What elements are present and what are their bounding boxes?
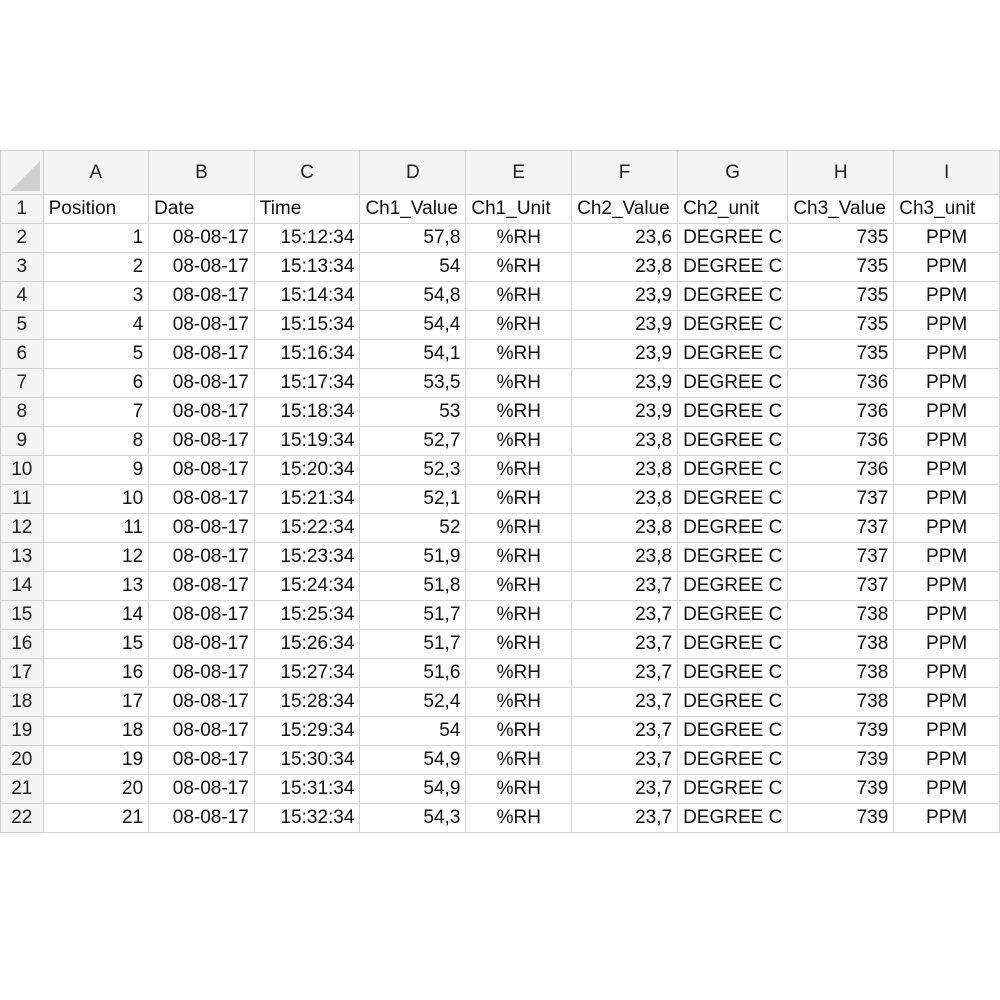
select-all-triangle-icon (10, 161, 40, 191)
column-header[interactable]: E (466, 151, 572, 195)
cell[interactable]: 51,8 (360, 572, 466, 601)
cell[interactable]: Time (254, 195, 360, 224)
table-row (1, 427, 1000, 456)
cell[interactable]: 23,7 (572, 746, 678, 775)
cell[interactable]: 23,9 (572, 340, 678, 369)
cell[interactable]: Ch1_Value (360, 195, 466, 224)
cell[interactable]: Date (149, 195, 255, 224)
cell[interactable]: 736 (788, 456, 894, 485)
cell[interactable]: 08-08-17 (149, 717, 255, 746)
cell[interactable]: 15:18:34 (254, 398, 360, 427)
cell[interactable]: %RH (466, 775, 572, 804)
cell[interactable]: %RH (466, 369, 572, 398)
table-row (1, 369, 1000, 398)
cell[interactable]: 23,7 (572, 804, 678, 833)
cell[interactable]: 23,8 (572, 427, 678, 456)
table-row (1, 514, 1000, 543)
select-all-corner[interactable] (1, 151, 44, 195)
cell[interactable]: 739 (788, 746, 894, 775)
cell[interactable]: PPM (894, 630, 1000, 659)
cell[interactable]: %RH (466, 282, 572, 311)
cell[interactable]: PPM (894, 659, 1000, 688)
cell[interactable]: 23,9 (572, 398, 678, 427)
cell[interactable]: DEGREE C (678, 804, 788, 833)
cell[interactable]: PPM (894, 456, 1000, 485)
cell[interactable]: 18 (43, 717, 149, 746)
cell[interactable]: 736 (788, 369, 894, 398)
cell[interactable]: 08-08-17 (149, 601, 255, 630)
table-row (1, 688, 1000, 717)
cell[interactable]: DEGREE C (678, 543, 788, 572)
cell[interactable]: DEGREE C (678, 398, 788, 427)
cell[interactable]: 15:21:34 (254, 485, 360, 514)
cell[interactable]: 15:32:34 (254, 804, 360, 833)
cell[interactable]: 08-08-17 (149, 543, 255, 572)
row-header[interactable]: 17 (1, 659, 44, 688)
row-header[interactable]: 7 (1, 369, 44, 398)
cell[interactable]: %RH (466, 543, 572, 572)
cell[interactable]: 54,8 (360, 282, 466, 311)
cell[interactable]: 15:22:34 (254, 514, 360, 543)
cell[interactable]: 15:23:34 (254, 543, 360, 572)
cell[interactable]: 738 (788, 659, 894, 688)
row-header[interactable]: 14 (1, 572, 44, 601)
cell[interactable]: 23,9 (572, 369, 678, 398)
cell[interactable]: PPM (894, 253, 1000, 282)
cell[interactable]: PPM (894, 369, 1000, 398)
cell[interactable]: DEGREE C (678, 456, 788, 485)
cell[interactable]: PPM (894, 717, 1000, 746)
cell[interactable]: 23,8 (572, 253, 678, 282)
cell[interactable]: DEGREE C (678, 659, 788, 688)
cell[interactable]: 15:30:34 (254, 746, 360, 775)
cell[interactable]: 52,3 (360, 456, 466, 485)
cell[interactable]: 15:28:34 (254, 688, 360, 717)
cell[interactable]: 23,7 (572, 717, 678, 746)
spreadsheet-grid (0, 150, 1000, 833)
cell[interactable]: Ch2_unit (678, 195, 788, 224)
cell[interactable]: 19 (43, 746, 149, 775)
column-header[interactable]: G (678, 151, 788, 195)
cell[interactable]: 08-08-17 (149, 224, 255, 253)
cell[interactable]: 08-08-17 (149, 514, 255, 543)
row-header[interactable]: 3 (1, 253, 44, 282)
cell[interactable]: %RH (466, 456, 572, 485)
cell[interactable]: 54,1 (360, 340, 466, 369)
cell[interactable]: 15:13:34 (254, 253, 360, 282)
cell[interactable]: %RH (466, 746, 572, 775)
row-header[interactable]: 11 (1, 485, 44, 514)
row-header[interactable]: 2 (1, 224, 44, 253)
cell[interactable]: DEGREE C (678, 717, 788, 746)
cell[interactable]: %RH (466, 398, 572, 427)
cell[interactable]: 52,1 (360, 485, 466, 514)
column-header[interactable]: D (360, 151, 466, 195)
column-header[interactable]: H (788, 151, 894, 195)
row-header[interactable]: 1 (1, 195, 44, 224)
cell[interactable]: 23,7 (572, 688, 678, 717)
cell[interactable]: 08-08-17 (149, 456, 255, 485)
cell[interactable]: PPM (894, 340, 1000, 369)
table-row (1, 601, 1000, 630)
table-row (1, 717, 1000, 746)
cell[interactable]: %RH (466, 253, 572, 282)
table-row (1, 398, 1000, 427)
cell[interactable]: 15 (43, 630, 149, 659)
table-row (1, 804, 1000, 833)
cell[interactable]: 735 (788, 253, 894, 282)
cell[interactable]: 54,3 (360, 804, 466, 833)
table-row (1, 543, 1000, 572)
cell[interactable]: 08-08-17 (149, 340, 255, 369)
row-header[interactable]: 21 (1, 775, 44, 804)
cell[interactable]: DEGREE C (678, 514, 788, 543)
cell[interactable]: 739 (788, 804, 894, 833)
cell[interactable]: 738 (788, 630, 894, 659)
cell[interactable]: 52,4 (360, 688, 466, 717)
cell[interactable]: 08-08-17 (149, 369, 255, 398)
cell[interactable]: DEGREE C (678, 572, 788, 601)
cell[interactable]: 14 (43, 601, 149, 630)
row-header[interactable]: 22 (1, 804, 44, 833)
cell[interactable]: 52 (360, 514, 466, 543)
cell[interactable]: 15:27:34 (254, 659, 360, 688)
cell[interactable]: 13 (43, 572, 149, 601)
table-row (1, 224, 1000, 253)
cell[interactable]: 52,7 (360, 427, 466, 456)
cell[interactable]: 08-08-17 (149, 282, 255, 311)
cell[interactable]: DEGREE C (678, 282, 788, 311)
cell[interactable]: 736 (788, 427, 894, 456)
cell[interactable]: PPM (894, 572, 1000, 601)
cell[interactable]: 5 (43, 340, 149, 369)
cell[interactable]: 23,6 (572, 224, 678, 253)
cell[interactable]: 15:14:34 (254, 282, 360, 311)
cell[interactable]: 23,8 (572, 514, 678, 543)
cell[interactable]: 737 (788, 543, 894, 572)
cell[interactable]: Ch3_Value (788, 195, 894, 224)
cell[interactable]: 739 (788, 775, 894, 804)
cell[interactable]: PPM (894, 485, 1000, 514)
cell[interactable]: DEGREE C (678, 746, 788, 775)
cell[interactable]: 15:25:34 (254, 601, 360, 630)
cell[interactable]: 08-08-17 (149, 746, 255, 775)
cell[interactable]: 9 (43, 456, 149, 485)
cell[interactable]: %RH (466, 340, 572, 369)
cell[interactable]: 23,7 (572, 572, 678, 601)
cell[interactable]: 08-08-17 (149, 775, 255, 804)
cell[interactable]: 23,9 (572, 311, 678, 340)
row-header[interactable]: 13 (1, 543, 44, 572)
cell[interactable]: 12 (43, 543, 149, 572)
cell[interactable]: 7 (43, 398, 149, 427)
cell[interactable]: DEGREE C (678, 253, 788, 282)
cell[interactable]: 15:15:34 (254, 311, 360, 340)
table-row (1, 253, 1000, 282)
cell[interactable]: 21 (43, 804, 149, 833)
cell[interactable]: %RH (466, 514, 572, 543)
column-header[interactable]: A (43, 151, 149, 195)
cell[interactable]: 23,7 (572, 630, 678, 659)
cell[interactable]: 4 (43, 311, 149, 340)
cell[interactable]: 08-08-17 (149, 572, 255, 601)
cell[interactable]: DEGREE C (678, 688, 788, 717)
cell[interactable]: 08-08-17 (149, 659, 255, 688)
cell[interactable]: %RH (466, 311, 572, 340)
row-header[interactable]: 16 (1, 630, 44, 659)
cell[interactable]: 08-08-17 (149, 311, 255, 340)
cell[interactable]: PPM (894, 804, 1000, 833)
cell[interactable]: 735 (788, 311, 894, 340)
cell[interactable]: 51,7 (360, 601, 466, 630)
row-header[interactable]: 12 (1, 514, 44, 543)
cell[interactable]: 735 (788, 340, 894, 369)
cell[interactable]: PPM (894, 601, 1000, 630)
cell[interactable]: 51,7 (360, 630, 466, 659)
row-header[interactable]: 8 (1, 398, 44, 427)
cell[interactable]: PPM (894, 427, 1000, 456)
cell[interactable]: PPM (894, 688, 1000, 717)
table-row (1, 630, 1000, 659)
cell[interactable]: DEGREE C (678, 485, 788, 514)
cell[interactable]: DEGREE C (678, 311, 788, 340)
cell[interactable]: 54,4 (360, 311, 466, 340)
table-row (1, 311, 1000, 340)
cell[interactable]: 20 (43, 775, 149, 804)
cell[interactable]: %RH (466, 717, 572, 746)
cell[interactable]: 15:12:34 (254, 224, 360, 253)
cell[interactable]: 15:17:34 (254, 369, 360, 398)
cell[interactable]: 15:20:34 (254, 456, 360, 485)
cell[interactable]: 738 (788, 688, 894, 717)
cell[interactable]: 15:16:34 (254, 340, 360, 369)
cell[interactable]: 739 (788, 717, 894, 746)
cell[interactable]: 23,9 (572, 282, 678, 311)
cell[interactable]: 23,7 (572, 659, 678, 688)
cell[interactable]: 53 (360, 398, 466, 427)
cell[interactable]: 737 (788, 572, 894, 601)
cell[interactable]: %RH (466, 224, 572, 253)
table-row (1, 659, 1000, 688)
cell[interactable]: 08-08-17 (149, 630, 255, 659)
cell[interactable]: 51,9 (360, 543, 466, 572)
cell[interactable]: 54,9 (360, 775, 466, 804)
cell[interactable]: 8 (43, 427, 149, 456)
row-header[interactable]: 5 (1, 311, 44, 340)
cell[interactable]: 15:26:34 (254, 630, 360, 659)
cell[interactable]: 11 (43, 514, 149, 543)
cell[interactable]: DEGREE C (678, 369, 788, 398)
cell[interactable]: 17 (43, 688, 149, 717)
cell[interactable]: 54 (360, 717, 466, 746)
cell[interactable]: Ch1_Unit (466, 195, 572, 224)
cell[interactable]: 51,6 (360, 659, 466, 688)
cell[interactable]: PPM (894, 398, 1000, 427)
cell[interactable]: PPM (894, 514, 1000, 543)
cell[interactable]: 15:29:34 (254, 717, 360, 746)
cell[interactable]: DEGREE C (678, 427, 788, 456)
cell[interactable]: DEGREE C (678, 630, 788, 659)
cell[interactable]: 736 (788, 398, 894, 427)
cell[interactable]: 23,8 (572, 485, 678, 514)
row-header[interactable]: 9 (1, 427, 44, 456)
cell[interactable]: 23,7 (572, 775, 678, 804)
cell[interactable]: 737 (788, 485, 894, 514)
row-header[interactable]: 4 (1, 282, 44, 311)
column-header-row (1, 151, 1000, 195)
cell[interactable]: %RH (466, 659, 572, 688)
cell[interactable]: %RH (466, 688, 572, 717)
cell[interactable]: 08-08-17 (149, 398, 255, 427)
cell[interactable]: %RH (466, 572, 572, 601)
cell[interactable]: 10 (43, 485, 149, 514)
table-row (1, 340, 1000, 369)
row-header[interactable]: 19 (1, 717, 44, 746)
cell[interactable]: 08-08-17 (149, 253, 255, 282)
table-row (1, 195, 1000, 224)
cell[interactable]: PPM (894, 282, 1000, 311)
cell[interactable]: PPM (894, 543, 1000, 572)
cell[interactable]: 735 (788, 224, 894, 253)
cell[interactable]: 23,7 (572, 601, 678, 630)
cell[interactable]: 08-08-17 (149, 804, 255, 833)
row-header[interactable]: 15 (1, 601, 44, 630)
row-header[interactable]: 18 (1, 688, 44, 717)
table-row (1, 282, 1000, 311)
cell[interactable]: Ch2_Value (572, 195, 678, 224)
cell[interactable]: 23,8 (572, 456, 678, 485)
cell[interactable]: Position (43, 195, 149, 224)
cell[interactable]: %RH (466, 427, 572, 456)
table-row (1, 572, 1000, 601)
row-header[interactable]: 20 (1, 746, 44, 775)
column-header[interactable]: F (572, 151, 678, 195)
cell[interactable]: DEGREE C (678, 340, 788, 369)
cell[interactable]: 53,5 (360, 369, 466, 398)
table-row (1, 485, 1000, 514)
cell[interactable]: 16 (43, 659, 149, 688)
cell[interactable]: %RH (466, 630, 572, 659)
cell[interactable]: DEGREE C (678, 775, 788, 804)
table-row (1, 775, 1000, 804)
cell[interactable]: 1 (43, 224, 149, 253)
cell[interactable]: 15:31:34 (254, 775, 360, 804)
cell[interactable]: 2 (43, 253, 149, 282)
cell[interactable]: 735 (788, 282, 894, 311)
cell[interactable]: %RH (466, 485, 572, 514)
cell[interactable]: 6 (43, 369, 149, 398)
cell[interactable]: 57,8 (360, 224, 466, 253)
cell[interactable]: DEGREE C (678, 601, 788, 630)
cell[interactable]: PPM (894, 224, 1000, 253)
table-row (1, 746, 1000, 775)
cell[interactable]: 15:19:34 (254, 427, 360, 456)
cell[interactable]: 54,9 (360, 746, 466, 775)
cell[interactable]: 08-08-17 (149, 485, 255, 514)
cell[interactable]: 737 (788, 514, 894, 543)
column-header[interactable]: I (894, 151, 1000, 195)
column-header[interactable]: B (149, 151, 255, 195)
cell[interactable]: 23,8 (572, 543, 678, 572)
cell[interactable]: 15:24:34 (254, 572, 360, 601)
row-header[interactable]: 10 (1, 456, 44, 485)
column-header[interactable]: C (254, 151, 360, 195)
cell[interactable]: PPM (894, 775, 1000, 804)
cell[interactable]: 08-08-17 (149, 427, 255, 456)
cell[interactable]: 3 (43, 282, 149, 311)
cell[interactable]: %RH (466, 804, 572, 833)
cell[interactable]: 54 (360, 253, 466, 282)
cell[interactable]: 08-08-17 (149, 688, 255, 717)
cell[interactable]: DEGREE C (678, 224, 788, 253)
cell[interactable]: PPM (894, 311, 1000, 340)
cell[interactable]: 738 (788, 601, 894, 630)
cell[interactable]: %RH (466, 601, 572, 630)
cell[interactable]: PPM (894, 746, 1000, 775)
table-row (1, 456, 1000, 485)
row-header[interactable]: 6 (1, 340, 44, 369)
cell[interactable]: Ch3_unit (894, 195, 1000, 224)
